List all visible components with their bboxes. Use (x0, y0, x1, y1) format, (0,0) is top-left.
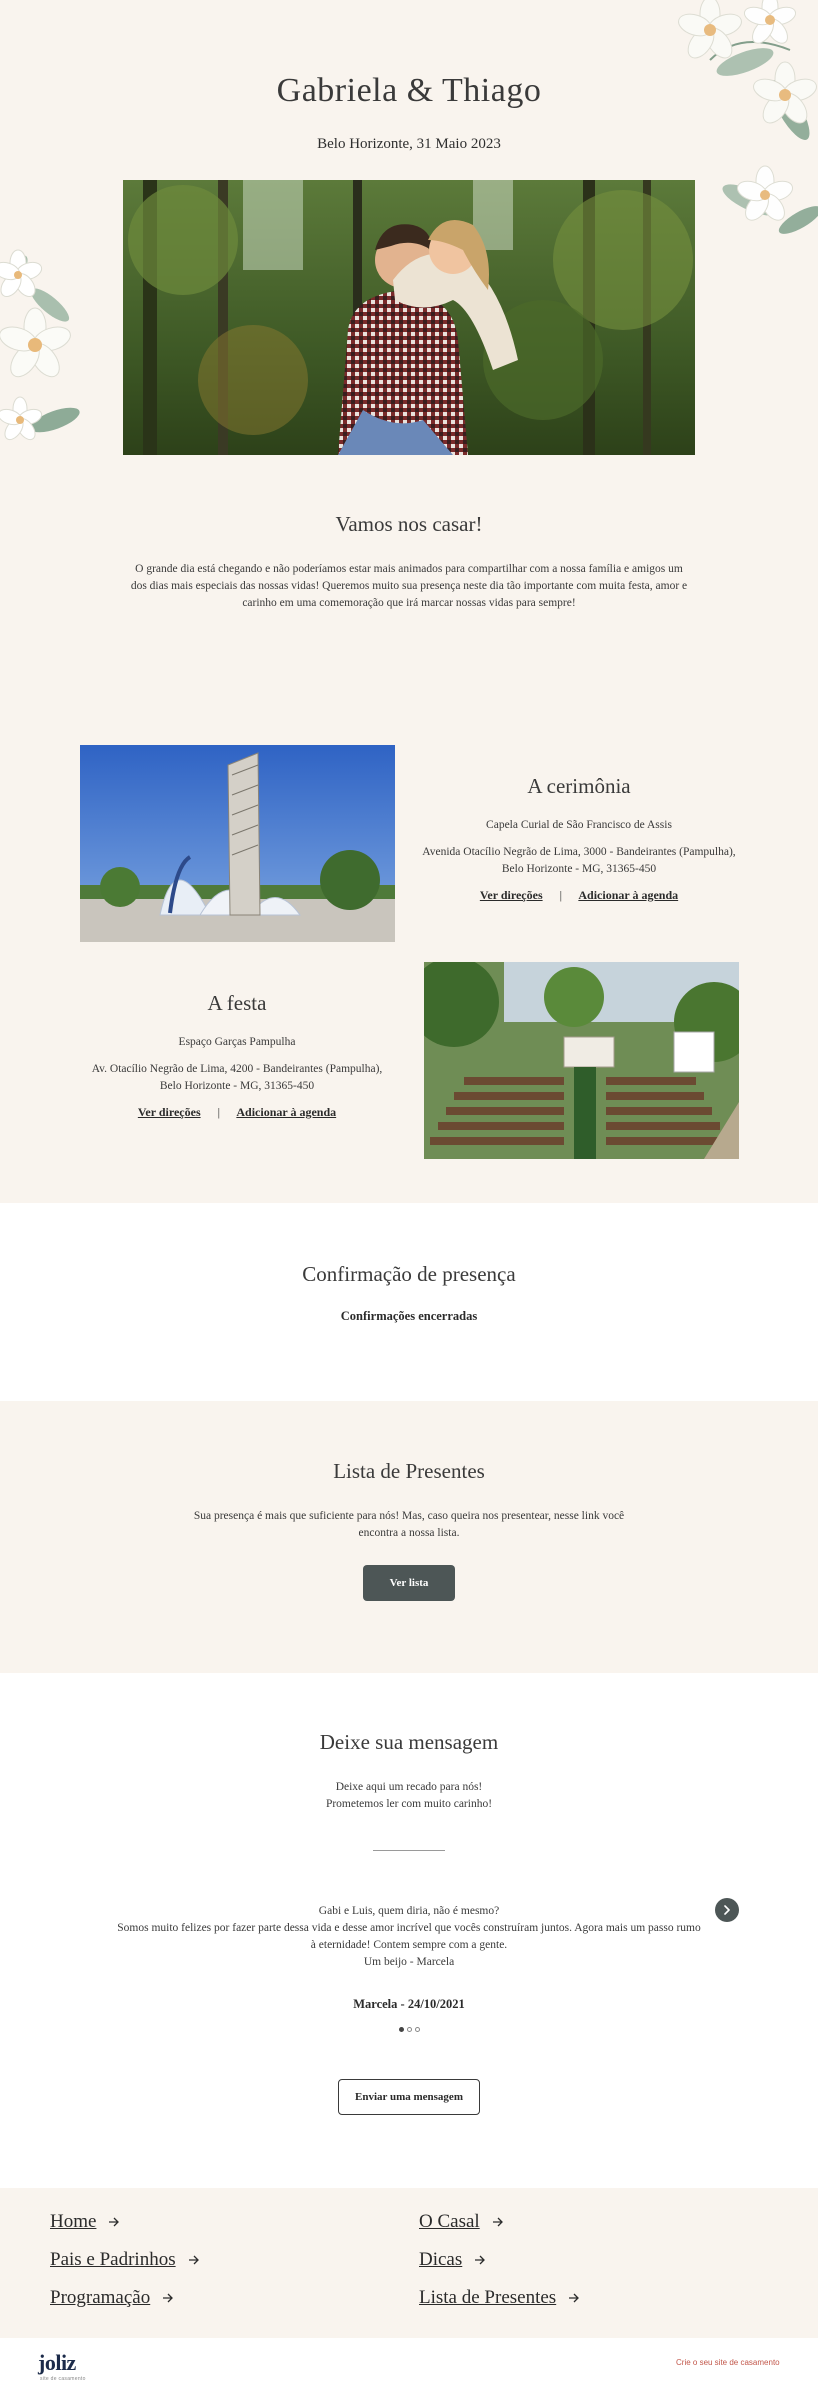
rsvp-status: Confirmações encerradas (340, 1309, 478, 1323)
footer-nav-label: O Casal (419, 2211, 480, 2232)
couple-names-title: Gabriela & Thiago (276, 72, 542, 109)
party-address-line2: Belo Horizonte - MG, 31365-450 (159, 1080, 315, 1092)
gift-list-title: Lista de Presentes (333, 1459, 485, 1483)
intro-text: O grande dia está chegando e não poderíamos estar mais animados para compartilhar com a nossa família e amigos um dos dias mais especiais das nossas vidas! Queremos muito sua presença neste dia tão importante com muita festa, amor e carinho em uma comemoração que irá marcar nossas vidas para sempre! (130, 563, 688, 609)
brand-tagline: site de casamento (40, 2376, 86, 2382)
party-address (72, 1061, 402, 1095)
link-separator: | (217, 1105, 221, 1119)
footer-nav-home[interactable] (50, 2211, 120, 2233)
carousel-dots (0, 2027, 818, 2032)
joliz-logo[interactable]: joliz (38, 2350, 76, 2375)
footer-nav-label: Programação (50, 2287, 151, 2308)
footer-nav-parents-godparents[interactable] (50, 2249, 200, 2271)
send-message-button[interactable]: Enviar uma mensagem (338, 2079, 480, 2115)
event-place-date: Belo Horizonte, 31 Maio 2023 (317, 136, 501, 152)
rsvp-section (0, 1203, 818, 1401)
guest-message-line3: Um beijo - Marcela (363, 1956, 455, 1968)
gift-list-text: Sua presença é mais que suficiente para nós! Mas, caso queira nos presentear, nesse link você encontra a nossa lista. (193, 1510, 625, 1539)
arrow-right-icon (568, 2293, 580, 2303)
carousel-next-button[interactable] (715, 1898, 739, 1922)
ceremony-address-line1: Avenida Otacílio Negrão de Lima, 3000 - Bandeirantes (Pampulha), (422, 846, 736, 858)
guest-message-line2: Somos muito felizes por fazer parte dessa vida e desse amor incrível que vocês construíram juntos. Agora mais um passo rumo à eternidade! Contem sempre com a gente. (117, 1922, 701, 1951)
party-directions-link[interactable]: Ver direções (137, 1105, 201, 1119)
chevron-right-icon (722, 1905, 732, 1915)
messages-subtitle (259, 1779, 559, 1813)
messages-title: Deixe sua mensagem (319, 1730, 499, 1754)
party-title: A festa (207, 991, 267, 1015)
gift-list-section (0, 1401, 818, 1673)
guest-message-line1: Gabi e Luis, quem diria, não é mesmo? (318, 1905, 500, 1917)
intro-title: Vamos nos casar! (335, 512, 483, 536)
messages-section (0, 1673, 818, 2188)
arrow-right-icon (162, 2293, 174, 2303)
arrow-right-icon (108, 2217, 120, 2227)
ceremony-directions-link[interactable]: Ver direções (479, 888, 543, 902)
ceremony-photo (80, 745, 395, 942)
footer-nav-couple[interactable] (419, 2211, 504, 2233)
ceremony-address-line2: Belo Horizonte - MG, 31365-450 (501, 863, 657, 875)
footer-nav-label: Home (50, 2211, 97, 2232)
footer-nav-tips[interactable] (419, 2249, 486, 2271)
party-add-to-calendar-link[interactable]: Adicionar à agenda (236, 1105, 337, 1119)
create-wedding-site-link[interactable]: Crie o seu site de casamento (676, 2358, 780, 2367)
divider (373, 1850, 445, 1851)
couple-photo (123, 180, 695, 455)
bottom-bar (0, 2338, 818, 2395)
rsvp-title: Confirmação de presença (302, 1262, 516, 1286)
link-separator: | (559, 888, 563, 902)
party-photo (424, 962, 739, 1159)
footer-nav-label: Lista de Presentes (419, 2287, 557, 2308)
ceremony-title: A cerimônia (527, 774, 631, 798)
ceremony-address (414, 844, 744, 878)
footer-nav-label: Dicas (419, 2249, 463, 2270)
party-links (72, 1105, 402, 1120)
footer-nav-label: Pais e Padrinhos (50, 2249, 176, 2270)
footer-navigation (0, 2188, 818, 2338)
guest-message (114, 1903, 704, 1971)
floral-decoration-left (0, 215, 86, 455)
arrow-right-icon (188, 2255, 200, 2265)
party-address-line1: Av. Otacílio Negrão de Lima, 4200 - Bandeirantes (Pampulha), (91, 1063, 383, 1075)
guest-message-author: Marcela - 24/10/2021 (353, 1997, 465, 2011)
footer-nav-schedule[interactable] (50, 2287, 174, 2309)
messages-subtitle-line1: Deixe aqui um recado para nós! (335, 1781, 483, 1793)
party-venue-name: Espaço Garças Pampulha (178, 1036, 296, 1048)
view-gift-list-button[interactable]: Ver lista (363, 1565, 455, 1601)
messages-subtitle-line2: Prometemos ler com muito carinho! (325, 1798, 493, 1810)
carousel-dot[interactable] (399, 2027, 404, 2032)
footer-nav-gift-list[interactable] (419, 2287, 580, 2309)
arrow-right-icon (492, 2217, 504, 2227)
arrow-right-icon (474, 2255, 486, 2265)
carousel-dot[interactable] (415, 2027, 420, 2032)
ceremony-info (414, 774, 744, 903)
ceremony-venue-name: Capela Curial de São Francisco de Assis (486, 819, 672, 831)
ceremony-links (414, 888, 744, 903)
party-info (72, 991, 402, 1120)
carousel-dot[interactable] (407, 2027, 412, 2032)
ceremony-add-to-calendar-link[interactable]: Adicionar à agenda (578, 888, 679, 902)
